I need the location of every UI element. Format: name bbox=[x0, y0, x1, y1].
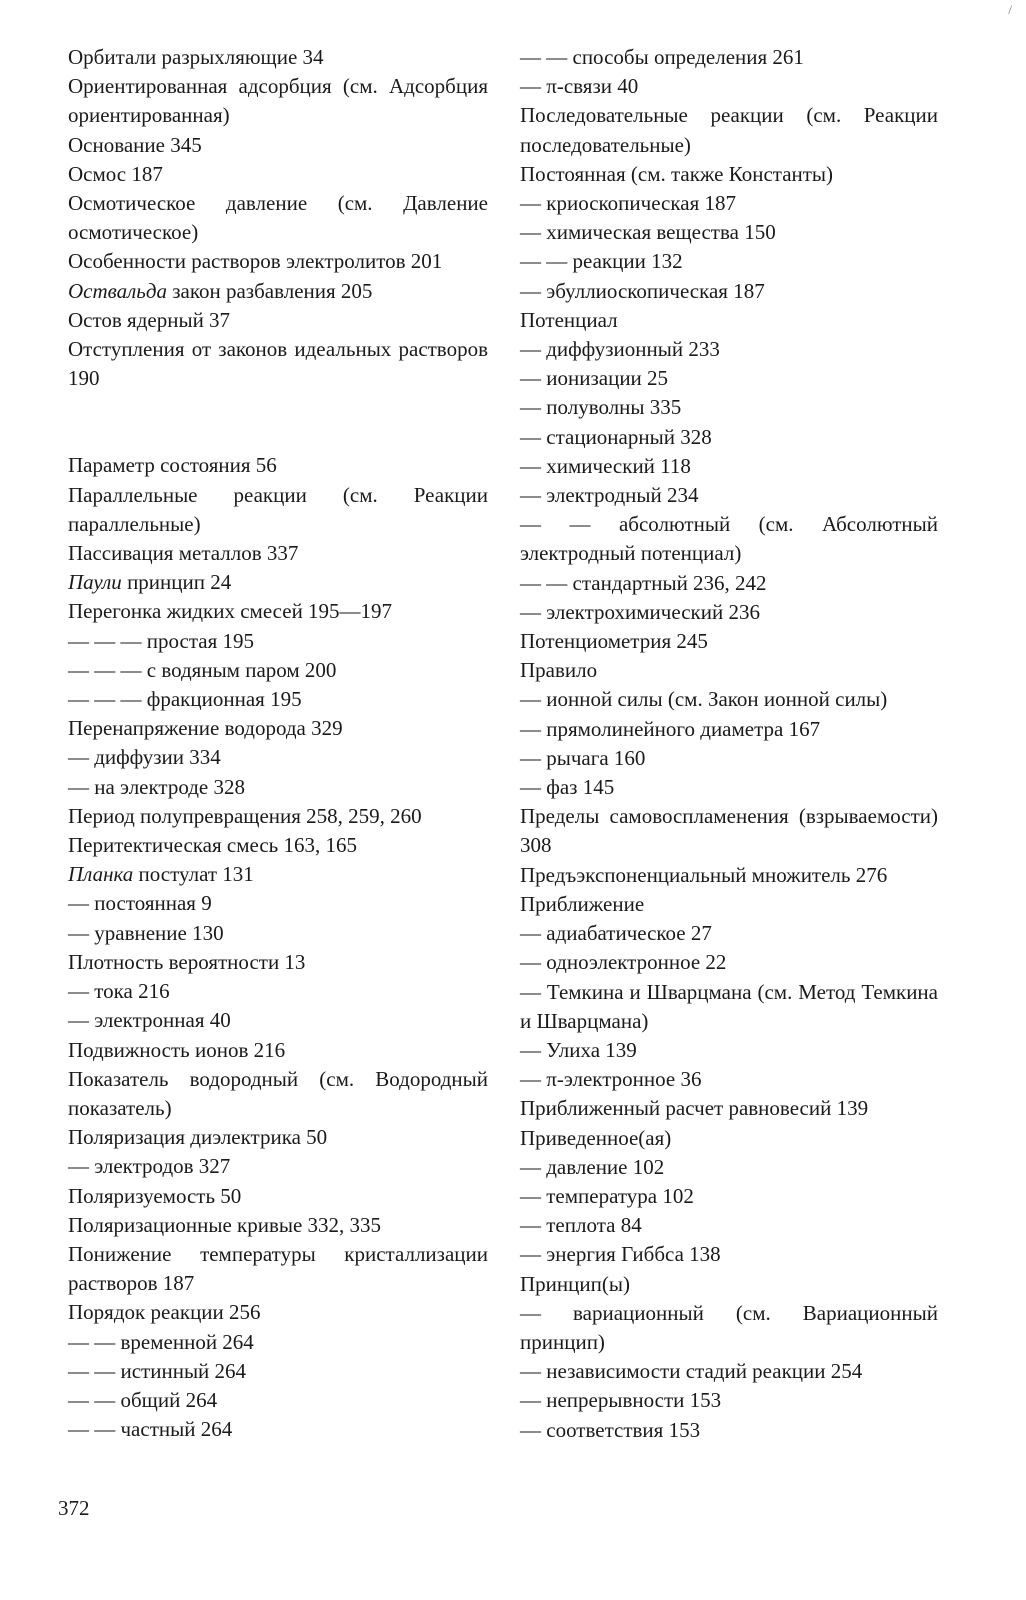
index-entry bbox=[520, 423, 938, 452]
index-entry bbox=[520, 569, 938, 598]
index-entry-text: — — частный 264 bbox=[68, 1417, 233, 1442]
index-entry bbox=[520, 1065, 938, 1094]
index-entry bbox=[68, 451, 488, 480]
index-entry bbox=[68, 1065, 488, 1123]
index-entry-text: Параметр состояния 56 bbox=[68, 453, 277, 478]
index-entry-text: Постоянная (см. также Константы) bbox=[520, 161, 834, 186]
index-entry bbox=[68, 1123, 488, 1152]
index-entry-text: Принцип(ы) bbox=[520, 1271, 630, 1296]
index-entry bbox=[520, 948, 938, 977]
index-entry bbox=[520, 1182, 938, 1211]
index-entry bbox=[68, 335, 488, 393]
index-entry bbox=[68, 802, 488, 831]
index-entry bbox=[520, 72, 938, 101]
index-entry-text: Особенности растворов электролитов 201 bbox=[68, 249, 443, 274]
index-entry bbox=[520, 189, 938, 218]
index-entry bbox=[68, 889, 488, 918]
index-entry bbox=[520, 452, 938, 481]
index-entry bbox=[68, 43, 488, 72]
index-entry bbox=[68, 1298, 488, 1327]
index-entry bbox=[520, 1386, 938, 1415]
index-entry bbox=[68, 977, 488, 1006]
index-entry bbox=[68, 1386, 488, 1415]
index-entry-text: — электродный 234 bbox=[520, 483, 699, 508]
index-entry-text: Потенциал bbox=[520, 307, 618, 332]
index-entry bbox=[520, 1211, 938, 1240]
index-entry-text: Орбитали разрыхляющие 34 bbox=[68, 45, 324, 69]
index-entry bbox=[68, 131, 488, 160]
index-entry bbox=[520, 978, 938, 1036]
index-entry-text: Показатель водородный (см. Водородный показатель) bbox=[68, 1066, 488, 1120]
index-entry bbox=[520, 1153, 938, 1182]
index-entry bbox=[68, 1415, 488, 1444]
index-entry bbox=[68, 1036, 488, 1065]
index-entry bbox=[68, 160, 488, 189]
index-entry bbox=[68, 831, 488, 860]
index-entry bbox=[520, 160, 938, 189]
index-entry-text: Поляризация диэлектрика 50 bbox=[68, 1125, 328, 1150]
index-entry bbox=[520, 627, 938, 656]
index-entry bbox=[520, 1299, 938, 1357]
index-entry-name: Планка bbox=[68, 862, 134, 887]
index-entry-text: — теплота 84 bbox=[520, 1213, 642, 1238]
index-column-left bbox=[68, 43, 488, 1444]
index-entry-text: Осмос 187 bbox=[68, 161, 163, 186]
index-entry bbox=[520, 685, 938, 714]
index-entry bbox=[520, 802, 938, 860]
index-block-p bbox=[68, 451, 488, 1444]
index-entry-text: — π-электронное 36 bbox=[520, 1067, 702, 1092]
index-entry-text: — уравнение 130 bbox=[68, 920, 224, 945]
index-entry-text: — соответствия 153 bbox=[520, 1417, 701, 1442]
index-entry-text: — Темкина и Шварцмана (см. Метод Темкина и Шварцмана) bbox=[520, 979, 938, 1033]
index-entry bbox=[68, 1006, 488, 1035]
index-entry-text: — адиабатическое 27 bbox=[520, 921, 712, 946]
index-entry-text: — — временной 264 bbox=[68, 1329, 254, 1354]
index-entry bbox=[520, 247, 938, 276]
index-entry-text: — π-связи 40 bbox=[520, 74, 639, 99]
index-entry-text: — диффузии 334 bbox=[68, 745, 221, 770]
index-entry-text: — энергия Гиббса 138 bbox=[520, 1242, 721, 1267]
index-entry bbox=[68, 189, 488, 247]
index-entry-text: Осмотическое давление (см. Давление осмотическое) bbox=[68, 191, 488, 245]
index-entry-text: — тока 216 bbox=[68, 979, 170, 1004]
index-entry-text: — электронная 40 bbox=[68, 1008, 231, 1033]
index-entry-text: Правило bbox=[520, 658, 598, 683]
index-entry-text: — непрерывности 153 bbox=[520, 1388, 722, 1413]
index-entry bbox=[520, 481, 938, 510]
index-entry bbox=[68, 539, 488, 568]
index-entry bbox=[68, 306, 488, 335]
index-entry-text: — стационарный 328 bbox=[520, 424, 712, 449]
index-entry-text: — независимости стадий реакции 254 bbox=[520, 1359, 863, 1384]
index-entry bbox=[68, 743, 488, 772]
index-entry bbox=[520, 598, 938, 627]
index-entry bbox=[520, 715, 938, 744]
index-entry bbox=[68, 1240, 488, 1298]
index-entry bbox=[68, 1328, 488, 1357]
index-entry-text: — полуволны 335 bbox=[520, 395, 682, 420]
index-entry bbox=[68, 1357, 488, 1386]
index-entry bbox=[520, 306, 938, 335]
index-entry-text: Параллельные реакции (см. Реакции параллельные) bbox=[68, 482, 488, 536]
index-entry-name: Паули bbox=[68, 570, 122, 595]
index-entry-text: — диффузионный 233 bbox=[520, 337, 720, 362]
page-number: 372 bbox=[58, 1496, 90, 1520]
index-entry bbox=[520, 1124, 938, 1153]
index-entry-text: Предъэкспоненциальный множитель 276 bbox=[520, 862, 888, 887]
index-entry-text: — — абсолютный (см. Абсолютный электродный потенциал) bbox=[520, 512, 938, 566]
index-entry-text: — постоянная 9 bbox=[68, 891, 212, 916]
index-entry-text: Период полупревращения 258, 259, 260 bbox=[68, 803, 422, 828]
index-entry-text: Подвижность ионов 216 bbox=[68, 1037, 286, 1062]
index-entry-name: Оствальда bbox=[68, 278, 167, 303]
index-entry-text: Поляризуемость 50 bbox=[68, 1183, 242, 1208]
index-entry bbox=[68, 1182, 488, 1211]
index-entry bbox=[520, 1357, 938, 1386]
index-entry-text: — на электроде 328 bbox=[68, 774, 246, 799]
index-entry bbox=[520, 773, 938, 802]
index-entry-text: — прямолинейного диаметра 167 bbox=[520, 716, 821, 741]
index-entry bbox=[68, 773, 488, 802]
index-entry bbox=[520, 510, 938, 568]
index-block-o bbox=[68, 43, 488, 393]
index-entry-text: — рычага 160 bbox=[520, 745, 646, 770]
index-entry-text: Перегонка жидких смесей 195—197 bbox=[68, 599, 393, 624]
index-entry bbox=[68, 714, 488, 743]
index-block-right bbox=[520, 43, 938, 1445]
index-entry-text: — температура 102 bbox=[520, 1183, 694, 1208]
index-entry-text: — фаз 145 bbox=[520, 775, 615, 800]
index-entry-text: — — реакции 132 bbox=[520, 249, 683, 274]
index-entry-text: Отступления от законов идеальных растворов 190 bbox=[68, 337, 488, 391]
index-entry bbox=[520, 744, 938, 773]
index-entry-text: Остов ядерный 37 bbox=[68, 307, 231, 332]
index-entry bbox=[68, 627, 488, 656]
index-entry-text: — вариационный (см. Вариационный принцип) bbox=[520, 1300, 938, 1354]
index-entry bbox=[68, 860, 488, 889]
index-entry-text: Потенциометрия 245 bbox=[520, 629, 708, 654]
index-entry bbox=[68, 277, 488, 306]
index-entry bbox=[68, 568, 488, 597]
index-entry bbox=[68, 685, 488, 714]
section-gap bbox=[68, 393, 488, 451]
index-entry-text: — давление 102 bbox=[520, 1154, 665, 1179]
index-entry bbox=[68, 72, 488, 130]
index-entry-text: Пассивация металлов 337 bbox=[68, 541, 299, 566]
index-column-right bbox=[520, 43, 938, 1445]
index-entry bbox=[68, 1152, 488, 1181]
index-entry-text: Ориентированная адсорбция (см. Адсорбция ориентированная) bbox=[68, 74, 488, 128]
index-entry-text: закон разбавления 205 bbox=[166, 278, 373, 303]
index-entry-text: — Улиха 139 bbox=[520, 1037, 637, 1062]
index-entry bbox=[520, 43, 938, 72]
index-entry-text: — криоскопическая 187 bbox=[520, 191, 736, 216]
corner-mark: / bbox=[1008, 2, 1012, 17]
index-entry-text: — — стандартный 236, 242 bbox=[520, 570, 767, 595]
index-entry-text: Приближенный расчет равновесий 139 bbox=[520, 1096, 869, 1121]
index-entry-text: — электрохимический 236 bbox=[520, 599, 760, 624]
index-entry-text: — — — фракционная 195 bbox=[68, 687, 302, 712]
index-entry bbox=[68, 656, 488, 685]
index-entry bbox=[520, 335, 938, 364]
index-entry-text: — электродов 327 bbox=[68, 1154, 231, 1179]
index-entry bbox=[520, 277, 938, 306]
index-entry bbox=[520, 393, 938, 422]
index-entry bbox=[520, 1094, 938, 1123]
index-entry-text: — — общий 264 bbox=[68, 1387, 218, 1412]
index-entry bbox=[520, 861, 938, 890]
index-entry-text: постулат 131 bbox=[133, 862, 254, 887]
index-entry bbox=[68, 1211, 488, 1240]
index-entry-text: — — — с водяным паром 200 bbox=[68, 657, 337, 682]
index-entry-text: Понижение температуры кристаллизации растворов 187 bbox=[68, 1241, 488, 1296]
index-entry bbox=[68, 919, 488, 948]
index-entry bbox=[68, 597, 488, 626]
index-entry-text: Перенапряжение водорода 329 bbox=[68, 716, 343, 741]
index-entry-text: — химическая вещества 150 bbox=[520, 220, 776, 245]
index-entry-text: Приближение bbox=[520, 891, 645, 916]
index-entry-text: принцип 24 bbox=[121, 570, 232, 595]
index-entry bbox=[68, 481, 488, 539]
index-entry bbox=[68, 948, 488, 977]
index-entry bbox=[520, 101, 938, 159]
index-entry-text: — ионной силы (см. Закон ионной силы) bbox=[520, 687, 888, 712]
index-entry bbox=[520, 656, 938, 685]
index-entry bbox=[520, 218, 938, 247]
index-entry-text: — химический 118 bbox=[520, 453, 691, 478]
index-entry-text: — — способы определения 261 bbox=[520, 45, 804, 69]
index-entry-text: Основание 345 bbox=[68, 132, 202, 157]
index-entry bbox=[520, 1240, 938, 1269]
index-entry-text: Пределы самовоспламенения (взрываемости) 308 bbox=[520, 804, 938, 858]
index-entry bbox=[520, 364, 938, 393]
index-entry-text: Перитектическая смесь 163, 165 bbox=[68, 833, 358, 858]
index-entry-text: Плотность вероятности 13 bbox=[68, 949, 306, 974]
index-entry bbox=[520, 890, 938, 919]
index-entry-text: — — истинный 264 bbox=[68, 1358, 247, 1383]
index-entry-text: Порядок реакции 256 bbox=[68, 1300, 261, 1325]
index-entry bbox=[520, 1036, 938, 1065]
index-entry-text: — ионизации 25 bbox=[520, 366, 669, 391]
index-entry-text: — одноэлектронное 22 bbox=[520, 950, 727, 975]
index-entry-text: Последовательные реакции (см. Реакции последовательные) bbox=[520, 103, 938, 157]
index-entry bbox=[68, 247, 488, 276]
index-entry-text: Поляризационные кривые 332, 335 bbox=[68, 1212, 382, 1237]
index-entry-text: — эбуллиоскопическая 187 bbox=[520, 278, 765, 303]
index-entry-text: — — — простая 195 bbox=[68, 628, 254, 653]
index-entry bbox=[520, 1416, 938, 1445]
index-entry-text: Приведенное(ая) bbox=[520, 1125, 672, 1150]
index-entry bbox=[520, 919, 938, 948]
index-entry bbox=[520, 1270, 938, 1299]
